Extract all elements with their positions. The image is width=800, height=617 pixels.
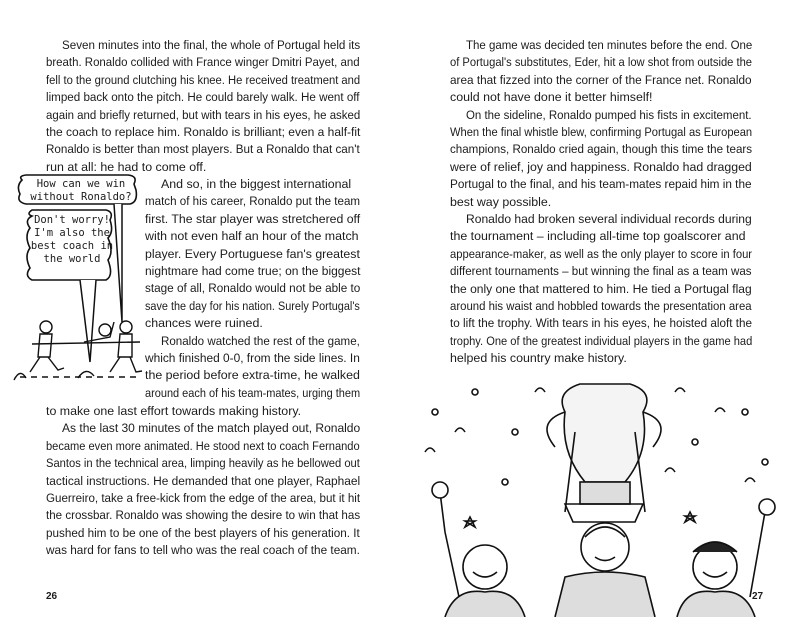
bubble-line: I'm also the <box>34 227 110 239</box>
speech-bubble-answer <box>28 214 116 266</box>
text-line: to make one last effort towards making history. <box>46 404 302 418</box>
bubble-line: Don't worry! <box>34 214 110 226</box>
text-line: appearance-maker, as well as the only player to score in four <box>450 246 753 261</box>
bubble-line: How can we win <box>36 178 126 190</box>
text-line: champions, Ronaldo cried again, though this time the tears <box>450 142 753 157</box>
text-line: run at all: he had to come off. <box>46 159 207 174</box>
text-line: trophy. One of the greatest individual players in the game had <box>450 333 753 348</box>
text-line: to lift the trophy. With tears in his eyes, he hoisted aloft the <box>450 316 753 331</box>
text-line: first. The star player was stretchered off <box>145 211 361 226</box>
text-line: limped back onto the pitch. He could barely walk. He went off <box>46 90 360 105</box>
text-line: was hard for fans to tell who was the real coach of the team. <box>46 543 360 558</box>
text-line: chances were ruined. <box>145 316 263 331</box>
text-line: became even more animated. He stood next to coach Fernando <box>46 438 360 453</box>
text-line: the crossbar. Ronaldo was showing the desire to win that has <box>46 508 361 523</box>
text-line: the period before extra-time, he walked <box>145 368 360 383</box>
text-line: best way possible. <box>450 194 552 209</box>
page-number: 26 <box>46 591 58 602</box>
speech-bubble-question <box>22 178 140 204</box>
text-line: helped his country make history. <box>450 351 627 366</box>
text-line: On the sideline, Ronaldo pumped his fists in excitement. <box>466 107 752 122</box>
text-line: Santos in the technical area, limping heavily as he bellowed out <box>46 456 360 471</box>
bubble-line: the world <box>43 253 101 265</box>
text-line: could not have done it better himself! <box>450 90 653 105</box>
text-line: around each of his team-mates, urging them <box>145 385 361 400</box>
text-line: And so, in the biggest international <box>161 177 352 191</box>
text-line: with not even half an hour of the match <box>145 229 359 244</box>
text-line: Ronaldo is better than most players. But a Ronaldo that can't <box>46 142 360 157</box>
text-line: fell to the ground clutching his knee. He received treatment and <box>46 72 361 87</box>
right-page <box>400 0 800 614</box>
text-line: save the day for his nation. Surely Portugal's <box>145 298 360 313</box>
text-line: Seven minutes into the final, the whole of Portugal held its <box>62 38 361 52</box>
text-line: tactical instructions. He demanded that one player, Raphael <box>46 473 361 488</box>
text-line: different tournaments – but winning the final as a team was <box>450 264 752 279</box>
bubble-line: without Ronaldo? <box>30 191 132 203</box>
text-line: Ronaldo had broken several individual records during <box>466 212 752 226</box>
page-number: 27 <box>752 591 764 602</box>
stretcher-illustration <box>10 172 150 402</box>
text-line: the tournament – including all-time top goalscorer and <box>450 229 746 244</box>
text-line: stage of all, Ronaldo would not be able to <box>145 281 361 296</box>
text-line: player. Every Portuguese fan's greatest <box>145 246 360 261</box>
text-line: When the final whistle blew, confirming Portugal as European <box>450 125 753 139</box>
text-line: breath. Ronaldo collided with France winger Dmitri Payet, and <box>46 55 360 70</box>
text-line: match of his career, Ronaldo put the team <box>145 194 361 209</box>
text-line: were of relief, joy and happiness. Ronaldo had dragged <box>450 159 752 174</box>
text-line: around his waist and hobbled towards the presentation area <box>450 299 752 313</box>
text-line: Portugal to the final, and his team-mates repaid him in the <box>450 177 752 192</box>
text-line: the only one that mattered to him. He tied a Portugal flag <box>450 281 752 296</box>
text-line: Guerreiro, take a free-kick from the edge of the area, but it hit <box>46 491 361 505</box>
text-line: pushed him to be one of the best players of his generation. It <box>46 525 360 540</box>
text-line: Ronaldo watched the rest of the game, <box>161 333 360 348</box>
text-line: nightmare had come true; on the biggest <box>145 264 361 278</box>
text-line: the coach to replace him. Ronaldo is brilliant; even a half-fit <box>46 125 361 139</box>
text-line: of Portugal's substitutes, Eder, hit a low shot from outside the <box>450 55 753 70</box>
text-line: area that fizzed into the corner of the France net. Ronaldo <box>450 72 752 87</box>
left-page <box>0 0 400 614</box>
text-line: As the last 30 minutes of the match played out, Ronaldo <box>62 421 361 436</box>
bubble-line: best coach in <box>30 240 114 252</box>
text-line: again and briefly returned, but with tears in his eyes, he asked <box>46 107 361 122</box>
text-line: The game was decided ten minutes before the end. One <box>466 38 753 52</box>
trophy-celebration-illustration <box>415 372 785 617</box>
text-line: which finished 0-0, from the side lines. In <box>145 351 360 365</box>
